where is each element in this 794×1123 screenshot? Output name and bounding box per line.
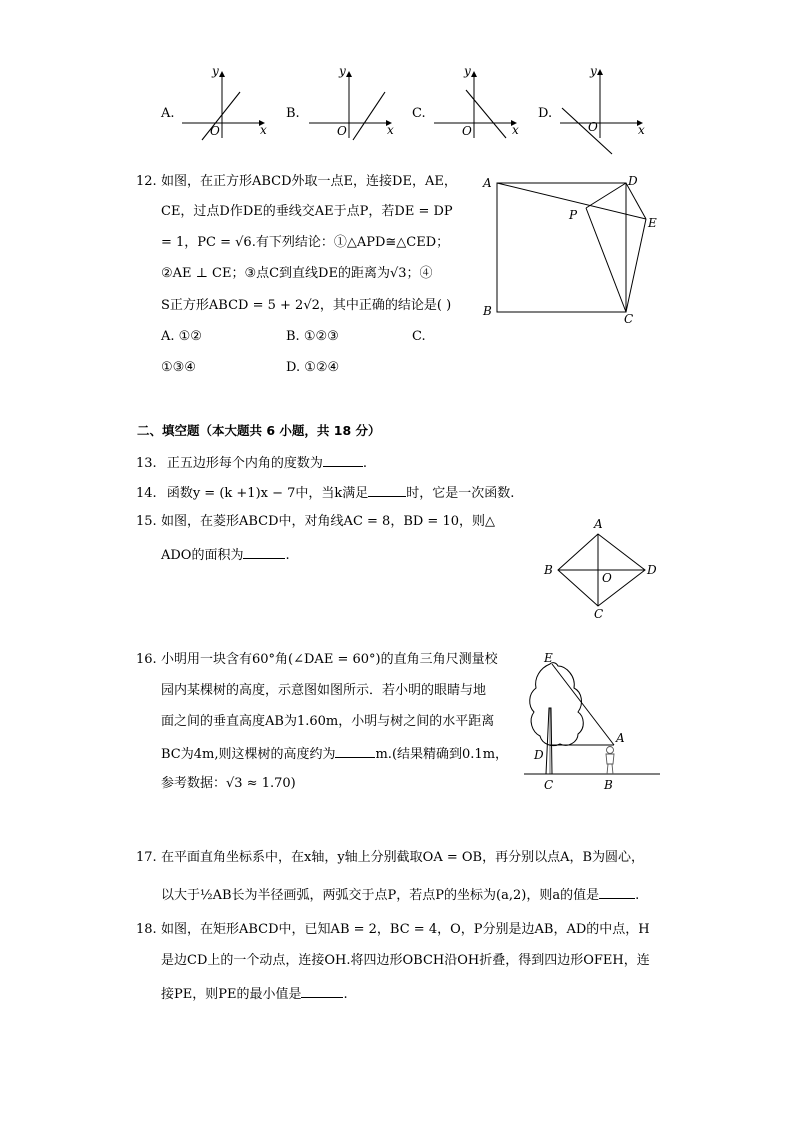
q12-line4: ②AE ⊥ CE；③点C到直线DE的距离为√3；④ <box>161 266 433 281</box>
q16-line2: 园内某棵树的高度，示意图如图所示．若小明的眼睛与地 <box>161 683 487 698</box>
q13-text: 正五边形每个内角的度数为 <box>166 456 323 471</box>
q17-line2-text: 以大于½AB长为半径画弧，两弧交于点P，若点P的坐标为(a,2)，则a的值是 <box>161 888 600 903</box>
q16-line4-end: m.(结果精确到0.1m， <box>375 747 509 762</box>
q16-line4-text: BC为4m,则这棵树的高度约为 <box>161 747 336 762</box>
q12-option-c[interactable]: C. <box>412 329 426 344</box>
q13-number: 13. <box>136 456 157 471</box>
q15-label-B: B <box>544 563 553 577</box>
q12-line5: S正方形ABCD = 5 + 2√2，其中正确的结论是( ) <box>161 298 452 313</box>
q15-label-D: D <box>647 563 657 577</box>
q16-number: 16. <box>136 652 157 667</box>
option-c-label[interactable]: C. <box>412 106 426 121</box>
section-2-title: 二、填空题（本大题共 6 小题，共 18 分） <box>137 423 381 438</box>
q18-line3 <box>161 983 348 1005</box>
graph-d <box>556 60 651 160</box>
q17-end: . <box>635 888 640 903</box>
q16-label-A: A <box>616 731 625 745</box>
q17-line2 <box>161 884 639 906</box>
q15-label-O: O <box>602 571 612 585</box>
q17-answer-blank[interactable] <box>599 884 635 899</box>
q15-rhombus-figure <box>538 514 663 622</box>
q12-label-B: B <box>483 304 492 318</box>
q12-label-E: E <box>648 216 657 230</box>
q18-line2: 是边CD上的一个动点，连接OH.将四边形OBCH沿OH折叠，得到四边形OFEH，连 <box>161 953 650 968</box>
origin-b: O <box>337 124 347 138</box>
q18-end: . <box>343 987 348 1002</box>
q17-line1: 在平面直角坐标系中，在x轴，y轴上分别截取OA = OB，再分别以点A，B为圆心， <box>161 850 645 865</box>
q15-label-A: A <box>594 517 603 531</box>
q16-label-B: B <box>604 778 613 792</box>
axis-x-b: x <box>387 123 394 137</box>
q12-label-C: C <box>624 312 634 324</box>
q16-answer-blank[interactable] <box>335 743 375 758</box>
q12-line3: = 1，PC = √6.有下列结论：①△APD≅△CED； <box>161 235 450 250</box>
graph-c <box>430 62 525 142</box>
q14-answer-blank[interactable] <box>368 482 406 497</box>
q15-line2 <box>161 544 290 566</box>
q18-line3-text: 接PE，则PE的最小值是 <box>161 987 302 1002</box>
q12-option-c-cont[interactable]: ①③④ <box>161 360 196 375</box>
q18-answer-blank[interactable] <box>301 983 343 998</box>
axis-x-a: x <box>260 123 267 137</box>
q16-line4 <box>161 743 508 765</box>
q12-option-d[interactable]: D. ①②④ <box>286 360 340 375</box>
axis-x-d: x <box>638 123 645 137</box>
question-14 <box>136 482 514 504</box>
q16-tree-figure <box>522 648 664 794</box>
q16-label-C: C <box>544 778 554 792</box>
q15-answer-blank[interactable] <box>243 544 285 559</box>
q14-number: 14. <box>136 486 157 501</box>
q15-number: 15. <box>136 514 157 529</box>
q13-end: . <box>362 456 367 471</box>
question-13 <box>136 452 367 474</box>
q12-label-D: D <box>628 174 638 188</box>
q13-answer-blank[interactable] <box>323 452 363 467</box>
q15-end: . <box>285 548 290 563</box>
origin-c: O <box>462 124 472 138</box>
graph-b <box>305 62 400 142</box>
q15-line2-text: ADO的面积为 <box>161 548 244 563</box>
q15-line1: 如图，在菱形ABCD中，对角线AC = 8，BD = 10，则△ <box>161 514 495 529</box>
q12-number: 12. <box>136 174 157 189</box>
q12-label-P: P <box>569 208 578 222</box>
q17-number: 17. <box>136 850 157 865</box>
q12-line2: CE，过点D作DE的垂线交AE于点P，若DE = DP <box>161 204 453 219</box>
q16-line3: 面之间的垂直高度AB为1.60m，小明与树之间的水平距离 <box>161 714 495 729</box>
graph-a <box>178 62 273 142</box>
q16-line1: 小明用一块含有60°角(∠DAE = 60°)的直角三角尺测量校 <box>161 652 498 667</box>
axis-y-d: y <box>590 64 597 78</box>
q12-option-b[interactable]: B. ①②③ <box>286 329 339 344</box>
q12-option-a[interactable]: A. ①② <box>161 329 202 344</box>
axis-y-c: y <box>464 64 471 78</box>
q18-line1: 如图，在矩形ABCD中，已知AB = 2，BC = 4，O，P分别是边AB，AD的中点，H <box>161 922 650 937</box>
option-a-label[interactable]: A. <box>161 106 175 121</box>
q12-line1: 如图，在正方形ABCD外取一点E，连接DE，AE， <box>161 174 457 189</box>
q12-label-A: A <box>483 176 492 190</box>
q16-line5: 参考数据：√3 ≈ 1.70) <box>161 776 296 791</box>
person-icon <box>606 747 614 775</box>
option-b-label[interactable]: B. <box>286 106 300 121</box>
origin-a: O <box>210 124 220 138</box>
q15-label-C: C <box>594 607 604 621</box>
q12-figure <box>478 172 668 324</box>
origin-d: O <box>588 120 598 134</box>
q14-end: 时，它是一次函数. <box>406 486 515 501</box>
q14-text: 函数y = (k +1)x − 7中，当k满足 <box>166 486 369 501</box>
axis-y-b: y <box>339 64 346 78</box>
q16-label-E: E <box>544 651 553 665</box>
axis-y-a: y <box>212 64 219 78</box>
axis-x-c: x <box>512 123 519 137</box>
option-d-label[interactable]: D. <box>538 106 553 121</box>
q18-number: 18. <box>136 922 157 937</box>
q16-label-D: D <box>534 748 544 762</box>
